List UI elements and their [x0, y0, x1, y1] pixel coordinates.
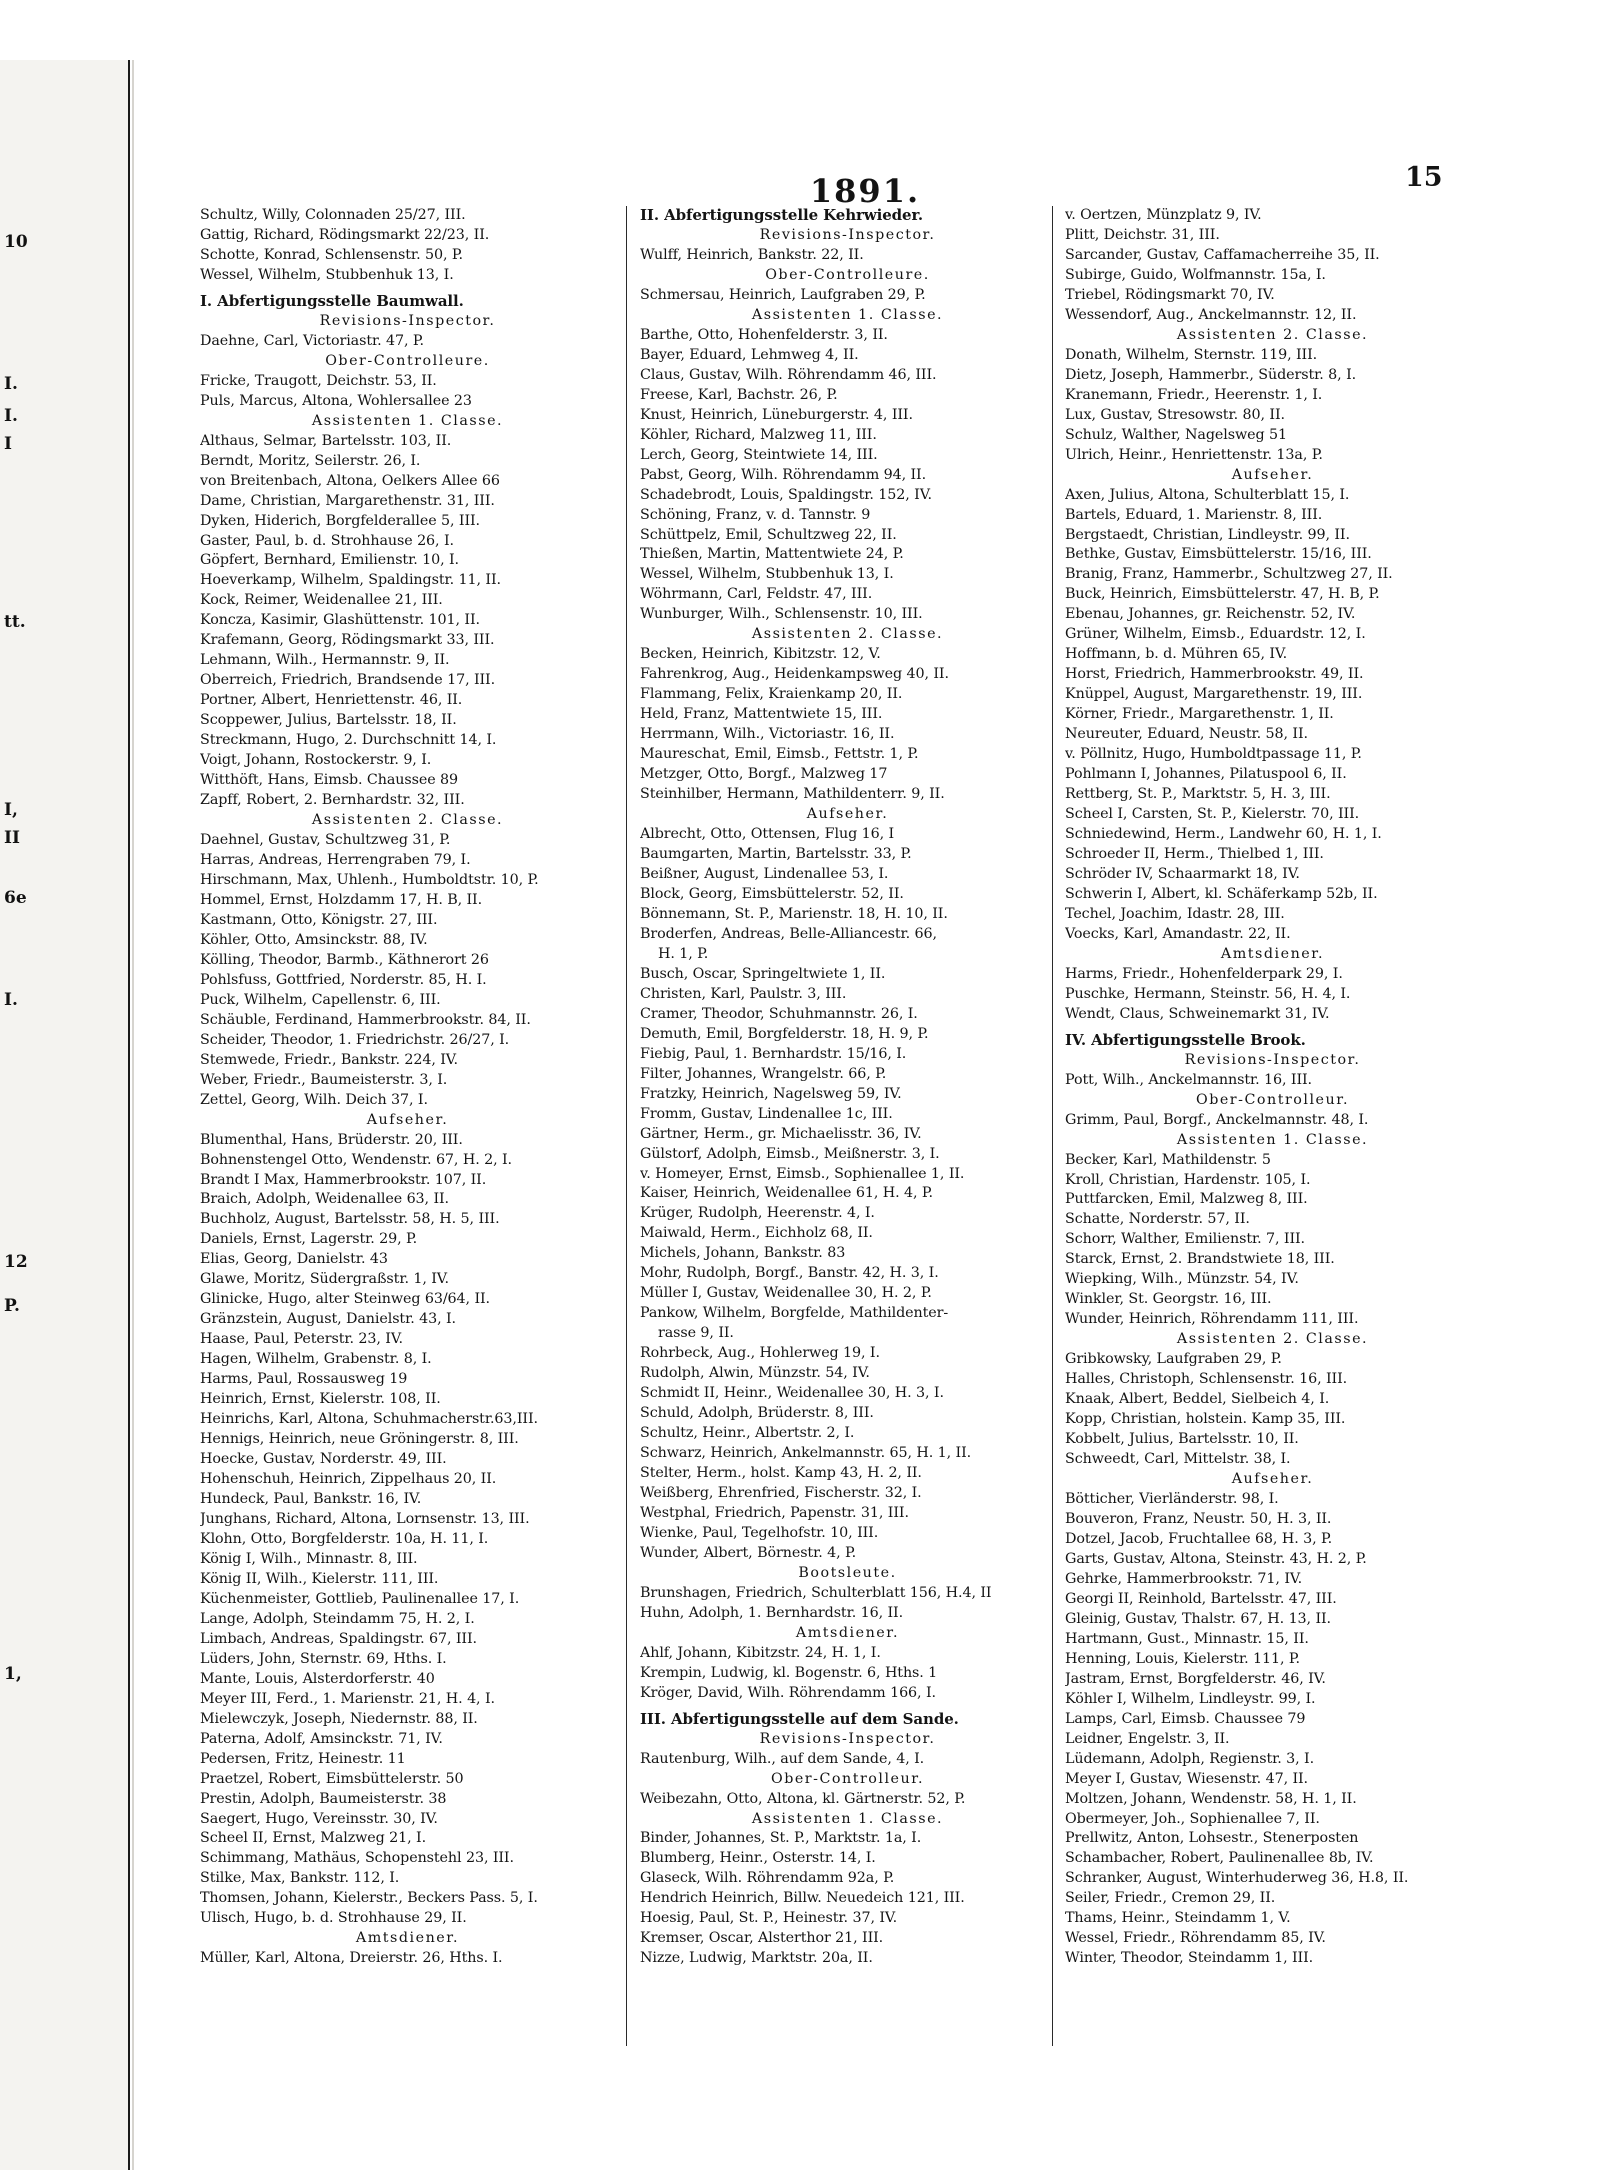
rank-subheading: Aufseher.: [366, 1111, 449, 1128]
directory-entry: Stemwede, Friedr., Bankstr. 224, IV.: [200, 1051, 458, 1068]
directory-entry: Bötticher, Vierländerstr. 98, I.: [1065, 1491, 1279, 1507]
directory-entry: Mohr, Rudolph, Borgf., Banstr. 42, H. 3, I.: [640, 1265, 939, 1282]
directory-entry: Brandt I Max, Hammerbrookstr. 107, II.: [200, 1171, 487, 1188]
directory-entry: Filter, Johannes, Wrangelstr. 66, P.: [640, 1065, 887, 1082]
directory-entry: Kobbelt, Julius, Bartelsstr. 10, II.: [1065, 1431, 1299, 1448]
directory-entry: Schmidt II, Heinr., Weidenallee 30, H. 3, I.: [640, 1385, 944, 1402]
directory-entry: Starck, Ernst, 2. Brandstwiete 18, III.: [1065, 1251, 1335, 1268]
directory-entry: Zettel, Georg, Wilh. Deich 37, I.: [200, 1091, 428, 1108]
directory-entry: Axen, Julius, Altona, Schulterblatt 15, I.: [1065, 486, 1350, 503]
directory-entry: Bethke, Gustav, Eimsbüttelerstr. 15/16, III.: [1065, 546, 1372, 563]
directory-entry: Harms, Paul, Rossausweg 19: [200, 1371, 408, 1388]
directory-entry: Demuth, Emil, Borgfelderstr. 18, H. 9, P.: [640, 1025, 929, 1042]
directory-entry: Thams, Heinr., Steindamm 1, V.: [1065, 1910, 1291, 1927]
directory-entry: Schüttpelz, Emil, Schultzweg 22, II.: [640, 526, 897, 543]
directory-entry: Winkler, St. Georgstr. 16, III.: [1065, 1291, 1272, 1308]
directory-entry: Busch, Oscar, Springeltwiete 1, II.: [640, 965, 886, 982]
directory-entry: Fratzky, Heinrich, Nagelsweg 59, IV.: [640, 1085, 902, 1102]
rank-subheading: Amtsdiener.: [795, 1624, 900, 1641]
adjacent-page-fragment: 1,: [4, 1664, 22, 1684]
directory-entry: Gaster, Paul, b. d. Strohhause 26, I.: [200, 532, 454, 549]
rank-subheading: Revisions-Inspector.: [759, 226, 936, 243]
directory-entry: Schorr, Walther, Emilienstr. 7, III.: [1065, 1231, 1306, 1248]
directory-entry: Thomsen, Johann, Kielerstr., Beckers Pass. 5, I.: [200, 1890, 538, 1907]
directory-entry: Klohn, Otto, Borgfelderstr. 10a, H. 11, I.: [200, 1530, 489, 1547]
rank-subheading: Assistenten 1. Classe.: [751, 1810, 944, 1827]
directory-column-2: [640, 206, 1055, 1969]
directory-entry: Wessel, Wilhelm, Stubbenhuk 13, I.: [640, 566, 894, 583]
rank-subheading: Revisions-Inspector.: [319, 312, 496, 329]
directory-entry: Flammang, Felix, Kraienkamp 20, II.: [640, 686, 903, 703]
directory-entry: Halles, Christoph, Schlensenstr. 16, III.: [1065, 1371, 1348, 1388]
directory-entry: Glawe, Moritz, Südergraßstr. 1, IV.: [200, 1271, 449, 1288]
directory-entry: Cramer, Theodor, Schuhmannstr. 26, I.: [640, 1005, 918, 1022]
directory-entry: Daniels, Ernst, Lagerstr. 29, P.: [200, 1231, 418, 1248]
rank-subheading: Revisions-Inspector.: [1184, 1051, 1361, 1068]
directory-entry: Sarcander, Gustav, Caffamacherreihe 35, II.: [1065, 246, 1380, 263]
directory-entry: Schadebrodt, Louis, Spaldingstr. 152, IV.: [640, 486, 932, 503]
directory-entry: Müller I, Gustav, Weidenallee 30, H. 2, P.: [640, 1285, 932, 1302]
rank-subheading: Assistenten 1. Classe.: [751, 306, 944, 323]
directory-entry: Schulz, Walther, Nagelsweg 51: [1065, 426, 1287, 443]
directory-entry: Jastram, Ernst, Borgfelderstr. 46, IV.: [1065, 1670, 1326, 1687]
directory-entry: Garts, Gustav, Altona, Steinstr. 43, H. 2, P.: [1065, 1550, 1367, 1567]
directory-entry: Harras, Andreas, Herrengraben 79, I.: [200, 852, 471, 868]
directory-entry: Berndt, Moritz, Seilerstr. 26, I.: [200, 452, 421, 469]
directory-entry: Oberreich, Friedrich, Brandsende 17, III.: [200, 672, 496, 689]
directory-entry: Bergstaedt, Christian, Lindleystr. 99, II.: [1065, 526, 1350, 543]
directory-entry: Westphal, Friedrich, Papenstr. 31, III.: [640, 1504, 909, 1521]
directory-entry: Köhler I, Wilhelm, Lindleystr. 99, I.: [1065, 1690, 1316, 1707]
directory-entry: Leidner, Engelstr. 3, II.: [1065, 1730, 1230, 1747]
adjacent-page-fragment: 10: [4, 232, 28, 252]
directory-entry: Lamps, Carl, Eimsb. Chaussee 79: [1065, 1710, 1306, 1727]
directory-entry: v. Pöllnitz, Hugo, Humboldtpassage 11, P.: [1065, 746, 1362, 763]
directory-entry: Kroll, Christian, Hardenstr. 105, I.: [1065, 1171, 1311, 1188]
directory-column-1: [200, 206, 615, 1969]
section-heading: II. Abfertigungsstelle Kehrwieder.: [640, 206, 924, 224]
directory-entry: Körner, Friedr., Margarethenstr. 1, II.: [1065, 706, 1334, 723]
directory-entry: Herrmann, Wilh., Victoriastr. 16, II.: [640, 726, 895, 743]
directory-entry: Kopp, Christian, holstein. Kamp 35, III.: [1065, 1411, 1346, 1428]
directory-entry: Köhler, Otto, Amsinckstr. 88, IV.: [200, 931, 428, 948]
directory-entry: Becker, Karl, Mathildenstr. 5: [1065, 1151, 1271, 1168]
directory-entry: Neureuter, Eduard, Neustr. 58, II.: [1065, 726, 1308, 743]
directory-entry: Beißner, August, Lindenallee 53, I.: [640, 865, 889, 882]
page-year-heading: 1891.: [809, 172, 921, 210]
directory-entry: Pankow, Wilhelm, Borgfelde, Mathildenter-: [640, 1305, 949, 1322]
directory-entry: Mielewczyk, Joseph, Niedernstr. 88, II.: [200, 1710, 478, 1727]
directory-entry: Blumenthal, Hans, Brüderstr. 20, III.: [200, 1131, 463, 1148]
directory-entry: Puck, Wilhelm, Capellenstr. 6, III.: [200, 991, 441, 1008]
directory-entry: Knust, Heinrich, Lüneburgerstr. 4, III.: [640, 406, 913, 423]
directory-entry: von Breitenbach, Altona, Oelkers Allee 66: [200, 472, 500, 489]
directory-entry: Broderfen, Andreas, Belle-Alliancestr. 66,: [640, 925, 937, 942]
directory-entry: Schwarz, Heinrich, Ankelmannstr. 65, H. 1, II.: [640, 1445, 972, 1462]
directory-entry: Schultz, Willy, Colonnaden 25/27, III.: [200, 207, 466, 223]
directory-column-3: [1065, 206, 1480, 1969]
directory-entry: Schöning, Franz, v. d. Tannstr. 9: [640, 506, 871, 523]
directory-entry: Zapff, Robert, 2. Bernhardstr. 32, III.: [200, 792, 465, 809]
section-heading: III. Abfertigungsstelle auf dem Sande.: [640, 1709, 959, 1728]
adjacent-page-fragment: I,: [4, 800, 18, 820]
directory-entry: Rohrbeck, Aug., Hohlerweg 19, I.: [640, 1345, 880, 1362]
adjacent-page-fragment: 12: [4, 1252, 28, 1272]
directory-entry: Claus, Gustav, Wilh. Röhrendamm 46, III.: [640, 366, 937, 383]
directory-entry: Hartmann, Gust., Minnastr. 15, II.: [1065, 1630, 1309, 1647]
directory-entry: Gülstorf, Adolph, Eimsb., Meißnerstr. 3, I.: [640, 1145, 940, 1162]
directory-entry: Krafemann, Georg, Rödingsmarkt 33, III.: [200, 632, 495, 649]
directory-entry: Wienke, Paul, Tegelhofstr. 10, III.: [640, 1524, 879, 1541]
rank-subheading: Assistenten 2. Classe.: [311, 812, 504, 829]
directory-entry: Gränzstein, August, Danielstr. 43, I.: [200, 1311, 457, 1328]
directory-entry: Hohenschuh, Heinrich, Zippelhaus 20, II.: [200, 1471, 497, 1488]
directory-entry: Schatte, Norderstr. 57, II.: [1065, 1211, 1250, 1228]
directory-entry: Thießen, Martin, Mattentwiete 24, P.: [640, 546, 904, 563]
section-heading: IV. Abfertigungsstelle Brook.: [1065, 1030, 1306, 1049]
directory-entry: Schäuble, Ferdinand, Hammerbrookstr. 84, II.: [200, 1011, 531, 1028]
directory-entry: Schambacher, Robert, Paulinenallee 8b, IV.: [1065, 1850, 1374, 1867]
directory-entry: Kröger, David, Wilh. Röhrendamm 166, I.: [640, 1684, 936, 1701]
directory-entry: Prellwitz, Anton, Lohsestr., Stenerposten: [1065, 1830, 1359, 1847]
directory-entry: Knaak, Albert, Beddel, Sielbeich 4, I.: [1065, 1391, 1330, 1408]
directory-entry: Saegert, Hugo, Vereinsstr. 30, IV.: [200, 1810, 438, 1827]
directory-entry: Fahrenkrog, Aug., Heidenkampsweg 40, II.: [640, 666, 949, 683]
directory-entry: Ebenau, Johannes, gr. Reichenstr. 52, IV.: [1065, 606, 1356, 623]
directory-entry: Grimm, Paul, Borgf., Anckelmannstr. 48, I.: [1065, 1111, 1369, 1128]
directory-entry: Baumgarten, Martin, Bartelsstr. 33, P.: [640, 846, 912, 862]
directory-entry: Schröder IV, Schaarmarkt 18, IV.: [1065, 865, 1300, 882]
directory-entry: Hoesig, Paul, St. P., Heinestr. 37, IV.: [640, 1910, 898, 1927]
directory-entry: Pedersen, Fritz, Heinestr. 11: [200, 1750, 406, 1767]
directory-entry: Buck, Heinrich, Eimsbüttelerstr. 47, H. B, P.: [1065, 586, 1380, 603]
directory-entry: Wulff, Heinrich, Bankstr. 22, II.: [640, 246, 864, 263]
directory-entry: Schweedt, Carl, Mittelstr. 38, I.: [1065, 1451, 1291, 1468]
adjacent-page-fragment: P.: [4, 1296, 20, 1316]
directory-entry: Donath, Wilhelm, Sternstr. 119, III.: [1065, 346, 1318, 363]
directory-entry: Pohlmann I, Johannes, Pilatuspool 6, II.: [1065, 766, 1347, 783]
directory-entry: Mante, Louis, Alsterdorferstr. 40: [200, 1670, 435, 1687]
directory-entry: Hendrich Heinrich, Billw. Neuedeich 121, III.: [640, 1890, 965, 1907]
adjacent-page-fragment: tt.: [4, 612, 26, 632]
directory-entry: Fiebig, Paul, 1. Bernhardstr. 15/16, I.: [640, 1045, 907, 1062]
directory-entry: Dame, Christian, Margarethenstr. 31, III.: [200, 492, 495, 509]
directory-entry: Limbach, Andreas, Spaldingstr. 67, III.: [200, 1630, 477, 1647]
directory-entry: Junghans, Richard, Altona, Lornsenstr. 13, III.: [200, 1510, 530, 1527]
directory-entry: Althaus, Selmar, Bartelsstr. 103, II.: [200, 432, 452, 449]
directory-entry: Streckmann, Hugo, 2. Durchschnitt 14, I.: [200, 732, 497, 749]
directory-entry: Glinicke, Hugo, alter Steinweg 63/64, II.: [200, 1291, 490, 1308]
directory-page: [160, 0, 1570, 2177]
rank-subheading: Aufseher.: [1231, 466, 1314, 483]
directory-entry: Hoecke, Gustav, Norderstr. 49, III.: [200, 1451, 447, 1468]
directory-entry: Heinrichs, Karl, Altona, Schuhmacherstr.63,III.: [200, 1411, 538, 1428]
directory-entry: Hommel, Ernst, Holzdamm 17, H. B, II.: [200, 891, 483, 908]
directory-entry: Freese, Karl, Bachstr. 26, P.: [640, 386, 838, 403]
directory-entry: Puschke, Hermann, Steinstr. 56, H. 4, I.: [1065, 985, 1351, 1002]
directory-entry: Bartels, Eduard, 1. Marienstr. 8, III.: [1065, 506, 1323, 523]
directory-entry: Ulisch, Hugo, b. d. Strohhause 29, II.: [200, 1910, 467, 1927]
directory-entry: Fricke, Traugott, Deichstr. 53, II.: [200, 372, 437, 389]
directory-entry: Winter, Theodor, Steindamm 1, III.: [1065, 1950, 1314, 1967]
adjacent-page-fragment: II: [4, 828, 20, 848]
rank-subheading: Ober-Controlleure.: [765, 266, 930, 283]
directory-entry: Kaiser, Heinrich, Weidenallee 61, H. 4, P.: [640, 1185, 933, 1202]
directory-entry: Wendt, Claus, Schweinemarkt 31, IV.: [1065, 1005, 1330, 1022]
directory-entry: Pabst, Georg, Wilh. Röhrendamm 94, II.: [640, 466, 927, 483]
directory-entry: Wöhrmann, Carl, Feldstr. 47, III.: [640, 586, 873, 603]
directory-entry: Techel, Joachim, Idastr. 28, III.: [1065, 905, 1285, 922]
directory-entry: König I, Wilh., Minnastr. 8, III.: [200, 1550, 418, 1567]
directory-entry: Christen, Karl, Paulstr. 3, III.: [640, 985, 847, 1002]
directory-entry: Gribkowsky, Laufgraben 29, P.: [1065, 1351, 1282, 1368]
directory-entry: Scheel I, Carsten, St. P., Kielerstr. 70, III.: [1065, 806, 1360, 823]
directory-entry: Stilke, Max, Bankstr. 112, I.: [200, 1870, 400, 1887]
directory-entry: Heinrich, Ernst, Kielerstr. 108, II.: [200, 1391, 441, 1408]
directory-entry: Meyer III, Ferd., 1. Marienstr. 21, H. 4, I.: [200, 1690, 495, 1707]
directory-entry: Kock, Reimer, Weidenallee 21, III.: [200, 592, 443, 609]
directory-entry: Portner, Albert, Henriettenstr. 46, II.: [200, 692, 463, 709]
directory-entry: Köhler, Richard, Malzweg 11, III.: [640, 426, 877, 443]
directory-entry: Steinhilber, Hermann, Mathildenterr. 9, II.: [640, 786, 945, 803]
directory-entry: Maiwald, Herm., Eichholz 68, II.: [640, 1225, 873, 1242]
directory-entry: Hoeverkamp, Wilhelm, Spaldingstr. 11, II.: [200, 572, 501, 589]
directory-entry: Barthe, Otto, Hohenfelderstr. 3, II.: [640, 326, 888, 343]
directory-entry: Lerch, Georg, Steintwiete 14, III.: [640, 446, 878, 463]
directory-entry: Göpfert, Bernhard, Emilienstr. 10, I.: [200, 552, 460, 569]
rank-subheading: Amtsdiener.: [355, 1930, 460, 1947]
directory-entry: Voecks, Karl, Amandastr. 22, II.: [1065, 925, 1291, 942]
rank-subheading: Bootsleute.: [798, 1564, 897, 1581]
directory-entry: Hundeck, Paul, Bankstr. 16, IV.: [200, 1491, 422, 1507]
directory-entry: Triebel, Rödingsmarkt 70, IV.: [1065, 286, 1275, 303]
directory-entry: Puls, Marcus, Altona, Wohlersallee 23: [200, 392, 472, 409]
directory-entry: Nizze, Ludwig, Marktstr. 20a, II.: [640, 1950, 873, 1967]
directory-entry: Küchenmeister, Gottlieb, Paulinenallee 17, I.: [200, 1590, 520, 1607]
directory-entry: Lange, Adolph, Steindamm 75, H. 2, I.: [200, 1610, 475, 1627]
directory-entry: Schimmang, Mathäus, Schopenstehl 23, III.: [200, 1850, 514, 1867]
directory-entry: Daehnel, Gustav, Schultzweg 31, P.: [200, 832, 451, 849]
directory-entry: Bönnemann, St. P., Marienstr. 18, H. 10, II.: [640, 905, 948, 922]
adjacent-page-fragment: I: [4, 434, 12, 454]
adjacent-page-fragment: 6e: [4, 888, 27, 908]
directory-entry: Maureschat, Emil, Eimsb., Fettstr. 1, P.: [640, 746, 919, 763]
directory-entry: Grüner, Wilhelm, Eimsb., Eduardstr. 12, I.: [1065, 626, 1366, 643]
directory-entry: Kranemann, Friedr., Heerenstr. 1, I.: [1065, 386, 1323, 403]
directory-entry: Lehmann, Wilh., Hermannstr. 9, II.: [200, 652, 450, 669]
directory-entry: Plitt, Deichstr. 31, III.: [1065, 226, 1220, 243]
directory-entry: Daehne, Carl, Victoriastr. 47, P.: [200, 332, 424, 349]
directory-entry: Schuld, Adolph, Brüderstr. 8, III.: [640, 1405, 874, 1422]
directory-entry: Buchholz, August, Bartelsstr. 58, H. 5, III.: [200, 1211, 500, 1228]
directory-entry: Fromm, Gustav, Lindenallee 1c, III.: [640, 1105, 893, 1122]
directory-entry: Rautenburg, Wilh., auf dem Sande, 4, I.: [640, 1750, 925, 1767]
directory-entry: Gleinig, Gustav, Thalstr. 67, H. 13, II.: [1065, 1610, 1331, 1627]
directory-entry: Becken, Heinrich, Kibitzstr. 12, V.: [640, 646, 881, 663]
page-gutter: [132, 60, 134, 2170]
adjacent-page-fragment: I.: [4, 990, 18, 1010]
directory-entry: Henning, Louis, Kielerstr. 111, P.: [1065, 1650, 1300, 1667]
directory-entry: Wessel, Wilhelm, Stubbenhuk 13, I.: [200, 266, 454, 283]
directory-entry: Hennigs, Heinrich, neue Gröningerstr. 8, III.: [200, 1431, 519, 1448]
directory-entry: Scheel II, Ernst, Malzweg 21, I.: [200, 1830, 427, 1847]
directory-entry: Rettberg, St. P., Marktstr. 5, H. 3, III.: [1065, 786, 1331, 803]
directory-entry: Weibezahn, Otto, Altona, kl. Gärtnerstr. 52, P.: [640, 1790, 966, 1807]
directory-entry: Wessendorf, Aug., Anckelmannstr. 12, II.: [1065, 306, 1357, 323]
directory-entry: Lüders, John, Sternstr. 69, Hths. I.: [200, 1650, 447, 1667]
adjacent-page-fragment: I.: [4, 374, 18, 394]
directory-entry: Subirge, Guido, Wolfmannstr. 15a, I.: [1065, 266, 1326, 283]
directory-entry: Kölling, Theodor, Barmb., Käthnerort 26: [200, 951, 489, 968]
rank-subheading: Ober-Controlleur.: [1195, 1091, 1350, 1108]
directory-entry: Branig, Franz, Hammerbr., Schultzweg 27, II.: [1065, 566, 1393, 583]
rank-subheading: Revisions-Inspector.: [759, 1730, 936, 1747]
directory-entry: Bohnenstengel Otto, Wendenstr. 67, H. 2, I.: [200, 1151, 512, 1168]
directory-entry: Hagen, Wilhelm, Grabenstr. 8, I.: [200, 1351, 432, 1368]
directory-entry: Moltzen, Johann, Wendenstr. 58, H. 1, II.: [1065, 1790, 1357, 1807]
directory-entry: Wunburger, Wilh., Schlensenstr. 10, III.: [640, 606, 923, 623]
directory-entry: Kremser, Oscar, Alsterthor 21, III.: [640, 1930, 884, 1947]
directory-entry: Schniedewind, Herm., Landwehr 60, H. 1, I.: [1065, 826, 1382, 843]
directory-entry: Schwerin I, Albert, kl. Schäferkamp 52b, II.: [1065, 885, 1378, 902]
directory-entry: Praetzel, Robert, Eimsbüttelerstr. 50: [200, 1770, 464, 1787]
rank-subheading: Assistenten 2. Classe.: [751, 626, 944, 643]
section-heading: I. Abfertigungsstelle Baumwall.: [200, 291, 464, 310]
directory-entry: Bayer, Eduard, Lehmweg 4, II.: [640, 346, 859, 363]
directory-entry: Bouveron, Franz, Neustr. 50, H. 3, II.: [1065, 1510, 1332, 1527]
rank-subheading: Aufseher.: [1231, 1471, 1314, 1488]
page-number: 15: [1405, 162, 1443, 193]
directory-entry: Harms, Friedr., Hohenfelderpark 29, I.: [1065, 965, 1343, 982]
rank-subheading: Amtsdiener.: [1220, 945, 1325, 962]
directory-entry: Elias, Georg, Danielstr. 43: [200, 1251, 388, 1268]
directory-entry: Schmersau, Heinrich, Laufgraben 29, P.: [640, 286, 926, 303]
directory-entry: Held, Franz, Mattentwiete 15, III.: [640, 706, 883, 723]
directory-entry: Glaseck, Wilh. Röhrendamm 92a, P.: [640, 1870, 895, 1887]
rank-subheading: Ober-Controlleur.: [770, 1770, 925, 1787]
directory-entry: H. 1, P.: [658, 945, 709, 962]
adjacent-page-edge: [0, 60, 130, 2170]
directory-entry: Hoffmann, b. d. Mühren 65, IV.: [1065, 646, 1288, 663]
directory-entry: Brunshagen, Friedrich, Schulterblatt 156, H.4, II: [640, 1584, 992, 1601]
rank-subheading: Assistenten 1. Classe.: [311, 412, 504, 429]
directory-entry: Prestin, Adolph, Baumeisterstr. 38: [200, 1790, 447, 1807]
directory-entry: Schotte, Konrad, Schlensenstr. 50, P.: [200, 246, 463, 263]
directory-entry: Puttfarcken, Emil, Malzweg 8, III.: [1065, 1191, 1308, 1208]
directory-entry: v. Oertzen, Münzplatz 9, IV.: [1065, 207, 1262, 223]
directory-entry: Binder, Johannes, St. P., Marktstr. 1a, I.: [640, 1830, 922, 1847]
rank-subheading: Aufseher.: [806, 806, 889, 823]
directory-entry: rasse 9, II.: [658, 1325, 734, 1342]
directory-entry: Michels, Johann, Bankstr. 83: [640, 1245, 846, 1262]
directory-entry: Obermeyer, Joh., Sophienallee 7, II.: [1065, 1810, 1320, 1827]
directory-entry: v. Homeyer, Ernst, Eimsb., Sophienallee 1, II.: [640, 1165, 965, 1182]
directory-entry: Hirschmann, Max, Uhlenh., Humboldtstr. 10, P.: [200, 871, 539, 888]
directory-entry: Dotzel, Jacob, Fruchtallee 68, H. 3, P.: [1065, 1530, 1333, 1547]
rank-subheading: Ober-Controlleure.: [325, 352, 490, 369]
directory-entry: Braich, Adolph, Weidenallee 63, II.: [200, 1191, 449, 1208]
rank-subheading: Assistenten 1. Classe.: [1176, 1131, 1369, 1148]
directory-entry: Paterna, Adolf, Amsinckstr. 71, IV.: [200, 1730, 443, 1747]
directory-entry: Albrecht, Otto, Ottensen, Flug 16, I: [640, 826, 895, 843]
directory-entry: Lux, Gustav, Stresowstr. 80, II.: [1065, 406, 1285, 423]
directory-entry: Pohlsfuss, Gottfried, Norderstr. 85, H. I.: [200, 971, 487, 988]
directory-entry: Weißberg, Ehrenfried, Fischerstr. 32, I.: [640, 1485, 922, 1501]
adjacent-page-fragment: I.: [4, 406, 18, 426]
directory-entry: Krempin, Ludwig, kl. Bogenstr. 6, Hths. 1: [640, 1664, 938, 1681]
directory-entry: Block, Georg, Eimsbüttelerstr. 52, II.: [640, 885, 904, 902]
directory-entry: Wunder, Heinrich, Röhrendamm 111, III.: [1065, 1311, 1359, 1328]
directory-entry: Metzger, Otto, Borgf., Malzweg 17: [640, 766, 888, 783]
directory-entry: Haase, Paul, Peterstr. 23, IV.: [200, 1331, 403, 1348]
directory-entry: Scoppewer, Julius, Bartelsstr. 18, II.: [200, 712, 457, 729]
directory-entry: Seiler, Friedr., Cremon 29, II.: [1065, 1890, 1276, 1907]
directory-entry: Ahlf, Johann, Kibitzstr. 24, H. 1, I.: [640, 1644, 881, 1661]
directory-entry: Schranker, August, Winterhuderweg 36, H.8, II.: [1065, 1870, 1409, 1887]
directory-entry: Voigt, Johann, Rostockerstr. 9, I.: [200, 752, 432, 769]
directory-entry: Kastmann, Otto, Königstr. 27, III.: [200, 911, 438, 928]
directory-entry: Weber, Friedr., Baumeisterstr. 3, I.: [200, 1071, 448, 1088]
directory-entry: Krüger, Rudolph, Heerenstr. 4, I.: [640, 1205, 875, 1222]
directory-entry: Ulrich, Heinr., Henriettenstr. 13a, P.: [1065, 446, 1323, 463]
directory-entry: Horst, Friedrich, Hammerbrookstr. 49, II.: [1065, 666, 1364, 683]
directory-entry: Gärtner, Herm., gr. Michaelisstr. 36, IV.: [640, 1125, 922, 1142]
directory-entry: Huhn, Adolph, 1. Bernhardstr. 16, II.: [640, 1604, 904, 1621]
rank-subheading: Assistenten 2. Classe.: [1176, 326, 1369, 343]
directory-entry: König II, Wilh., Kielerstr. 111, III.: [200, 1570, 439, 1587]
directory-entry: Rudolph, Alwin, Münzstr. 54, IV.: [640, 1365, 870, 1382]
directory-entry: Schroeder II, Herm., Thielbed 1, III.: [1065, 846, 1324, 862]
directory-entry: Scheider, Theodor, 1. Friedrichstr. 26/27, I.: [200, 1031, 510, 1048]
directory-entry: Witthöft, Hans, Eimsb. Chaussee 89: [200, 772, 459, 789]
directory-entry: Dietz, Joseph, Hammerbr., Süderstr. 8, I.: [1065, 366, 1357, 383]
rank-subheading: Assistenten 2. Classe.: [1176, 1331, 1369, 1348]
directory-entry: Pott, Wilh., Anckelmannstr. 16, III.: [1065, 1071, 1312, 1088]
directory-entry: Knüppel, August, Margarethenstr. 19, III.: [1065, 686, 1363, 703]
directory-entry: Wessel, Friedr., Röhrendamm 85, IV.: [1065, 1930, 1326, 1947]
directory-entry: Gehrke, Hammerbrookstr. 71, IV.: [1065, 1570, 1303, 1587]
directory-entry: Wiepking, Wilh., Münzstr. 54, IV.: [1065, 1271, 1299, 1288]
directory-entry: Meyer I, Gustav, Wiesenstr. 47, II.: [1065, 1770, 1308, 1787]
directory-entry: Wunder, Albert, Börnestr. 4, P.: [640, 1544, 857, 1561]
directory-entry: Müller, Karl, Altona, Dreierstr. 26, Hths. I.: [200, 1950, 503, 1967]
column-divider: [626, 206, 627, 2046]
directory-entry: Lüdemann, Adolph, Regienstr. 3, I.: [1065, 1750, 1315, 1767]
directory-entry: Georgi II, Reinhold, Bartelsstr. 47, III.: [1065, 1590, 1337, 1607]
directory-entry: Blumberg, Heinr., Osterstr. 14, I.: [640, 1850, 876, 1867]
directory-entry: Koncza, Kasimir, Glashüttenstr. 101, II.: [200, 612, 480, 629]
directory-entry: Dyken, Hiderich, Borgfelderallee 5, III.: [200, 512, 481, 529]
directory-entry: Schultz, Heinr., Albertstr. 2, I.: [640, 1425, 855, 1442]
directory-entry: Gattig, Richard, Rödingsmarkt 22/23, II.: [200, 226, 490, 243]
directory-entry: Stelter, Herm., holst. Kamp 43, H. 2, II.: [640, 1465, 922, 1482]
